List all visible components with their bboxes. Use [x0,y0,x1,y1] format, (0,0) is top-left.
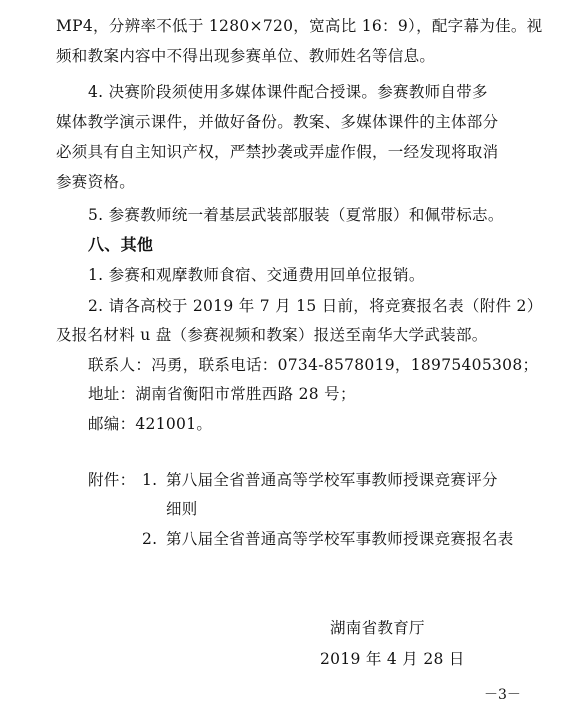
postcode-line: 邮编：421001。 [88,415,213,433]
attachment-1-number: 1. [142,471,158,489]
issuing-organization: 湖南省教育厅 [330,619,425,637]
body-line-7: 5. 参赛教师统一着基层武装部服装（夏常服）和佩带标志。 [88,206,504,224]
section-heading-other: 八、其他 [88,235,154,254]
attachment-1-title-cont: 细则 [166,500,198,518]
body-line-2: 频和教案内容中不得出现参赛单位、教师姓名等信息。 [56,47,436,65]
body-line-5: 必须具有自主知识产权，严禁抄袭或弄虚作假，一经发现将取消 [56,143,499,161]
body-line-11: 及报名材料 u 盘（参赛视频和教案）报送至南华大学武装部。 [56,326,488,344]
address-line: 地址：湖南省衡阳市常胜西路 28 号； [88,385,356,403]
body-line-1: MP4，分辨率不低于 1280×720，宽高比 16：9），配字幕为佳。视 [56,17,543,35]
body-line-4: 媒体教学演示课件，并做好备份。教案、多媒体课件的主体部分 [56,113,499,131]
page-number: －3－ [484,687,521,703]
body-line-10: 2. 请各高校于 2019 年 7 月 15 日前，将竞赛报名表（附件 2） [88,297,543,315]
attachment-2-number: 2. [142,530,158,548]
body-line-3: 4. 决赛阶段须使用多媒体课件配合授课。参赛教师自带多 [88,83,488,101]
contact-line: 联系人：冯勇，联系电话：0734-8578019，18975405308； [88,356,539,374]
body-line-6: 参赛资格。 [56,173,136,191]
body-line-9: 1. 参赛和观摩教师食宿、交通费用回单位报销。 [88,266,425,284]
attachment-2-title: 第八届全省普通高等学校军事教师授课竞赛报名表 [166,530,514,548]
issue-date: 2019 年 4 月 28 日 [320,650,465,668]
attachment-1-title: 第八届全省普通高等学校军事教师授课竞赛评分 [166,471,498,489]
attachments-label: 附件： [88,471,136,489]
